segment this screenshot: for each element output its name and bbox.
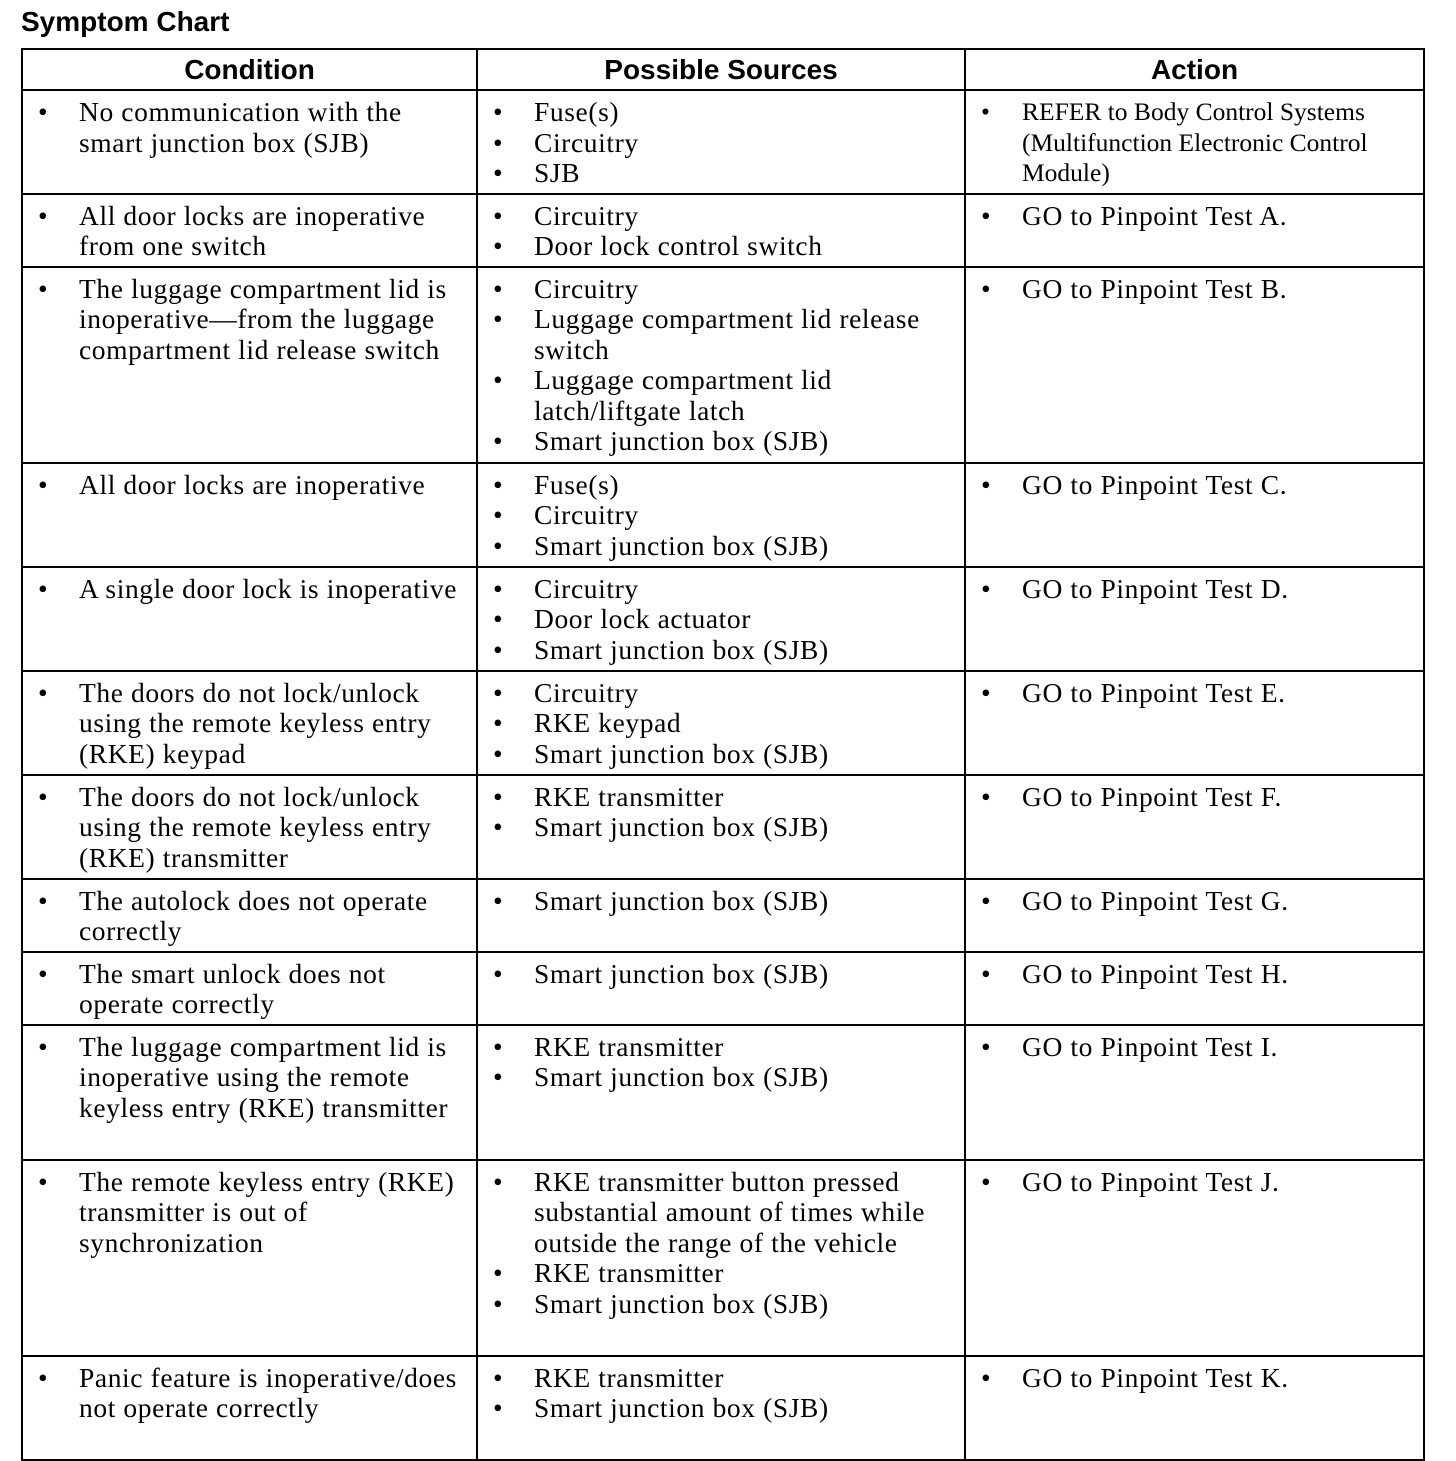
condition-cell xyxy=(22,463,477,567)
sources-cell xyxy=(477,267,965,463)
action-text: • GO to Pinpoint Test G. xyxy=(978,886,1417,917)
sources-cell xyxy=(477,1160,965,1356)
condition-text: • No communication with the smart junction box (SJB) xyxy=(35,97,470,158)
action-text: • GO to Pinpoint Test A. xyxy=(978,201,1417,232)
source-item: • RKE transmitter xyxy=(490,1032,958,1063)
action-text: • GO to Pinpoint Test E. xyxy=(978,678,1417,709)
condition-text: • The autolock does not operate correctly xyxy=(35,886,470,947)
table-row xyxy=(22,671,1424,775)
source-item: • Smart junction box (SJB) xyxy=(490,1393,958,1424)
action-cell xyxy=(965,463,1424,567)
table-row xyxy=(22,775,1424,879)
source-item: • Circuitry xyxy=(490,128,958,159)
source-item: • Circuitry xyxy=(490,201,958,232)
sources-cell xyxy=(477,879,965,952)
condition-cell xyxy=(22,267,477,463)
source-item: • Smart junction box (SJB) xyxy=(490,812,958,843)
sources-cell xyxy=(477,1025,965,1160)
source-item: • RKE keypad xyxy=(490,708,958,739)
source-item: • RKE transmitter xyxy=(490,782,958,813)
source-item: • Door lock control switch xyxy=(490,231,958,262)
action-cell xyxy=(965,671,1424,775)
condition-text: • Panic feature is inoperative/does not operate correctly xyxy=(35,1363,470,1424)
source-item: • Circuitry xyxy=(490,274,958,305)
condition-cell xyxy=(22,90,477,194)
source-item: • RKE transmitter xyxy=(490,1258,958,1289)
condition-text: • The smart unlock does not operate correctly xyxy=(35,959,470,1020)
condition-text: • The doors do not lock/unlock using the remote keyless entry (RKE) keypad xyxy=(35,678,470,770)
condition-text: • All door locks are inoperative xyxy=(35,470,470,501)
source-item: • Smart junction box (SJB) xyxy=(490,1062,958,1093)
table-row xyxy=(22,567,1424,671)
condition-cell xyxy=(22,1356,477,1460)
action-text: • GO to Pinpoint Test K. xyxy=(978,1363,1417,1394)
condition-cell xyxy=(22,671,477,775)
table-row xyxy=(22,194,1424,267)
column-header-possible-sources: Possible Sources xyxy=(477,49,965,90)
condition-text: • The remote keyless entry (RKE) transmitter is out of synchronization xyxy=(35,1167,470,1259)
condition-text: • The luggage compartment lid is inoperative—from the luggage compartment lid release switch xyxy=(35,274,470,366)
action-cell xyxy=(965,775,1424,879)
page-title: Symptom Chart xyxy=(21,6,230,37)
condition-text: • The luggage compartment lid is inoperative using the remote keyless entry (RKE) transmitter xyxy=(35,1032,470,1124)
condition-text: • A single door lock is inoperative xyxy=(35,574,470,605)
condition-cell xyxy=(22,879,477,952)
action-text: • GO to Pinpoint Test J. xyxy=(978,1167,1417,1198)
action-text: • GO to Pinpoint Test C. xyxy=(978,470,1417,501)
header-row xyxy=(22,49,1424,90)
sources-cell xyxy=(477,463,965,567)
sources-cell xyxy=(477,90,965,194)
source-item: • Smart junction box (SJB) xyxy=(490,1289,958,1320)
source-item: • Luggage compartment lid release switch xyxy=(490,304,958,365)
sources-cell xyxy=(477,952,965,1025)
source-item: • Smart junction box (SJB) xyxy=(490,886,958,917)
table-row xyxy=(22,952,1424,1025)
source-item: • Smart junction box (SJB) xyxy=(490,739,958,770)
source-item: • Smart junction box (SJB) xyxy=(490,531,958,562)
action-cell xyxy=(965,267,1424,463)
symptom-chart-table xyxy=(21,48,1425,1461)
column-header-action: Action xyxy=(965,49,1424,90)
action-text: • GO to Pinpoint Test F. xyxy=(978,782,1417,813)
action-cell xyxy=(965,952,1424,1025)
action-cell xyxy=(965,567,1424,671)
table-row xyxy=(22,90,1424,194)
source-item: • Fuse(s) xyxy=(490,97,958,128)
action-cell xyxy=(965,194,1424,267)
source-item: • Circuitry xyxy=(490,678,958,709)
condition-cell xyxy=(22,1025,477,1160)
condition-cell xyxy=(22,952,477,1025)
source-item: • Door lock actuator xyxy=(490,604,958,635)
action-text: • GO to Pinpoint Test D. xyxy=(978,574,1417,605)
action-cell xyxy=(965,1356,1424,1460)
condition-cell xyxy=(22,1160,477,1356)
action-cell xyxy=(965,1160,1424,1356)
source-item: • Smart junction box (SJB) xyxy=(490,635,958,666)
sources-cell xyxy=(477,775,965,879)
table-row xyxy=(22,1160,1424,1356)
sources-cell xyxy=(477,1356,965,1460)
table-row xyxy=(22,1356,1424,1460)
action-cell xyxy=(965,90,1424,194)
source-item: • SJB xyxy=(490,158,958,189)
condition-cell xyxy=(22,194,477,267)
source-item: • Circuitry xyxy=(490,500,958,531)
table-row xyxy=(22,463,1424,567)
source-item: • RKE transmitter button pressed substantial amount of times while outside the range of the vehicle xyxy=(490,1167,958,1259)
sources-cell xyxy=(477,567,965,671)
action-cell xyxy=(965,1025,1424,1160)
table-row xyxy=(22,267,1424,463)
action-text: • GO to Pinpoint Test H. xyxy=(978,959,1417,990)
source-item: • Smart junction box (SJB) xyxy=(490,426,958,457)
source-item: • Fuse(s) xyxy=(490,470,958,501)
source-item: • Circuitry xyxy=(490,574,958,605)
sources-cell xyxy=(477,194,965,267)
table-row xyxy=(22,1025,1424,1160)
source-item: • Smart junction box (SJB) xyxy=(490,959,958,990)
condition-text: • All door locks are inoperative from one switch xyxy=(35,201,470,262)
source-item: • Luggage compartment lid latch/liftgate latch xyxy=(490,365,958,426)
condition-cell xyxy=(22,567,477,671)
condition-cell xyxy=(22,775,477,879)
action-text: • REFER to Body Control Systems (Multifunction Electronic Control Module) xyxy=(978,97,1417,189)
source-item: • RKE transmitter xyxy=(490,1363,958,1394)
condition-text: • The doors do not lock/unlock using the remote keyless entry (RKE) transmitter xyxy=(35,782,470,874)
sources-cell xyxy=(477,671,965,775)
action-cell xyxy=(965,879,1424,952)
table-row xyxy=(22,879,1424,952)
column-header-condition: Condition xyxy=(22,49,477,90)
action-text: • GO to Pinpoint Test B. xyxy=(978,274,1417,305)
action-text: • GO to Pinpoint Test I. xyxy=(978,1032,1417,1063)
